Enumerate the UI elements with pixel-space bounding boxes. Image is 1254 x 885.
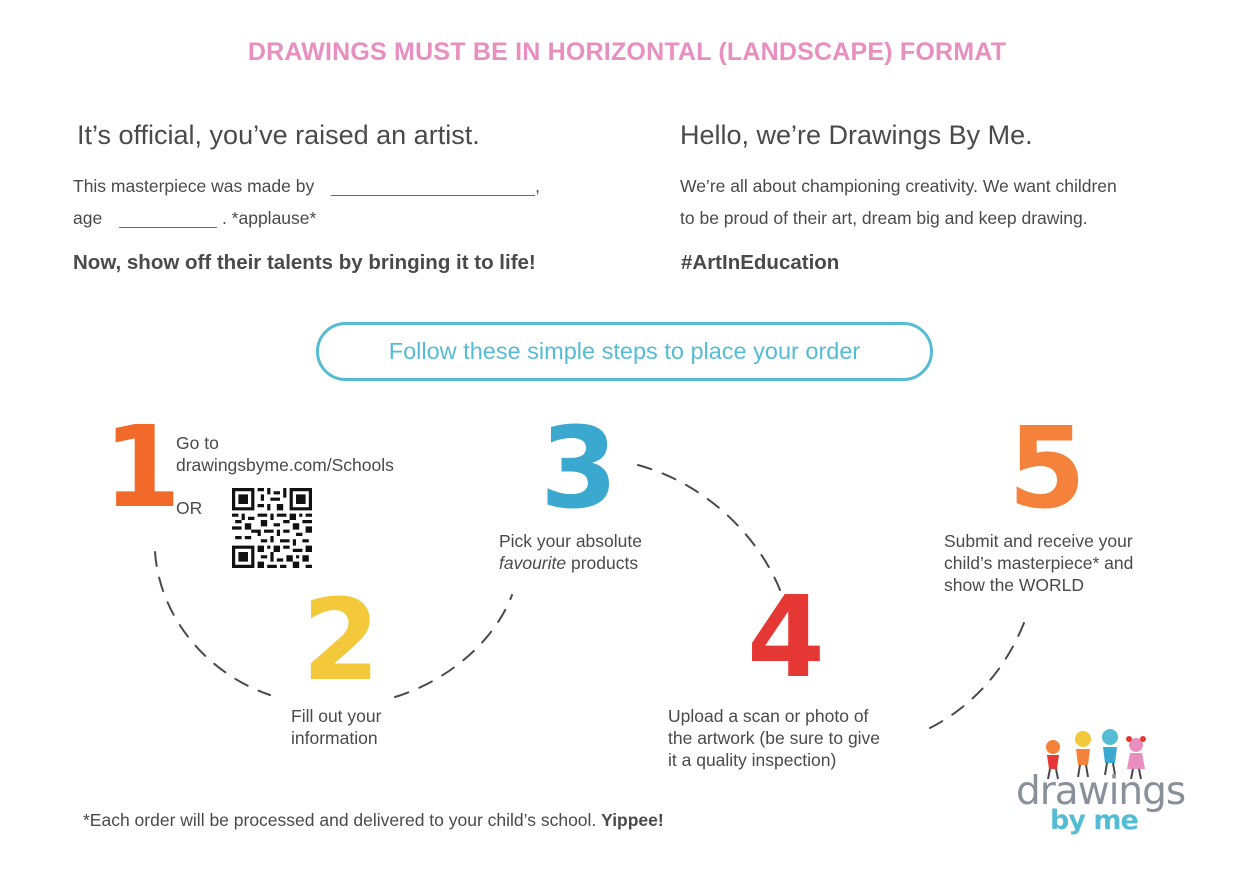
step-1-or: OR	[176, 498, 203, 518]
dash-3-to-4	[638, 465, 780, 590]
step-2-line-1: Fill out your	[291, 706, 382, 726]
dash-1-to-2	[155, 552, 270, 695]
right-line-1: We’re all about championing creativity. We want children	[680, 176, 1117, 196]
step-2-line-2: information	[291, 728, 378, 748]
step-5-line-3: show the WORLD	[944, 575, 1085, 595]
footnote-bold: Yippee!	[601, 810, 664, 830]
step-4-line-3: it a quality inspection)	[668, 750, 837, 770]
drawings-by-me-logo	[1010, 725, 1186, 840]
step-4-number: 4	[747, 573, 825, 703]
step-3-line-2	[499, 552, 642, 574]
footnote-text: *Each order will be processed and delivered to your child’s school.	[83, 810, 597, 830]
logo-line-1: drawings	[1016, 769, 1186, 814]
dash-4-to-5	[930, 612, 1028, 728]
step-3-italic: favourite	[499, 553, 567, 573]
step-5-line-1: Submit and receive your	[944, 531, 1133, 551]
step-3-text	[499, 530, 642, 574]
dash-2-to-3	[395, 595, 512, 697]
step-1-line-2[interactable]: drawingsbyme.com/Schools	[176, 455, 394, 475]
step-2-number: 2	[302, 576, 380, 706]
comma: ,	[535, 176, 540, 196]
applause-text: . *applause*	[221, 208, 317, 228]
left-heading: It’s official, you’ve raised an artist.	[77, 120, 480, 150]
steps-pill: Follow these simple steps to place your order	[316, 322, 933, 381]
step-5-text	[944, 530, 1133, 596]
step-4-line-2: the artwork (be sure to give	[668, 728, 881, 748]
step-3-rest: products	[566, 553, 639, 573]
made-by-label: This masterpiece was made by	[73, 176, 315, 196]
step-1-line-1: Go to	[176, 433, 219, 453]
step-4-line-1: Upload a scan or photo of	[668, 706, 869, 726]
footnote	[83, 810, 664, 831]
format-banner: DRAWINGS MUST BE IN HORIZONTAL (LANDSCAPE) FORMAT	[247, 38, 1007, 66]
step-3-line-1: Pick your absolute	[499, 531, 642, 551]
logo-line-2: by me	[1050, 805, 1138, 836]
step-4-text	[668, 705, 880, 771]
age-label: age	[73, 208, 103, 228]
right-heading: Hello, we’re Drawings By Me.	[680, 120, 1033, 150]
step-2-text	[291, 705, 381, 749]
step-1-number: 1	[103, 403, 181, 533]
step-5-number: 5	[1008, 404, 1086, 534]
left-cta: Now, show off their talents by bringing it to life!	[73, 251, 536, 274]
right-line-2: to be proud of their art, dream big and keep drawing.	[680, 208, 1088, 228]
hashtag: #ArtInEducation	[681, 251, 840, 274]
step-3-number: 3	[540, 404, 618, 534]
step-1-text	[176, 432, 394, 476]
qr-code-icon[interactable]	[232, 488, 312, 568]
step-5-line-2: child’s masterpiece* and	[944, 553, 1134, 573]
